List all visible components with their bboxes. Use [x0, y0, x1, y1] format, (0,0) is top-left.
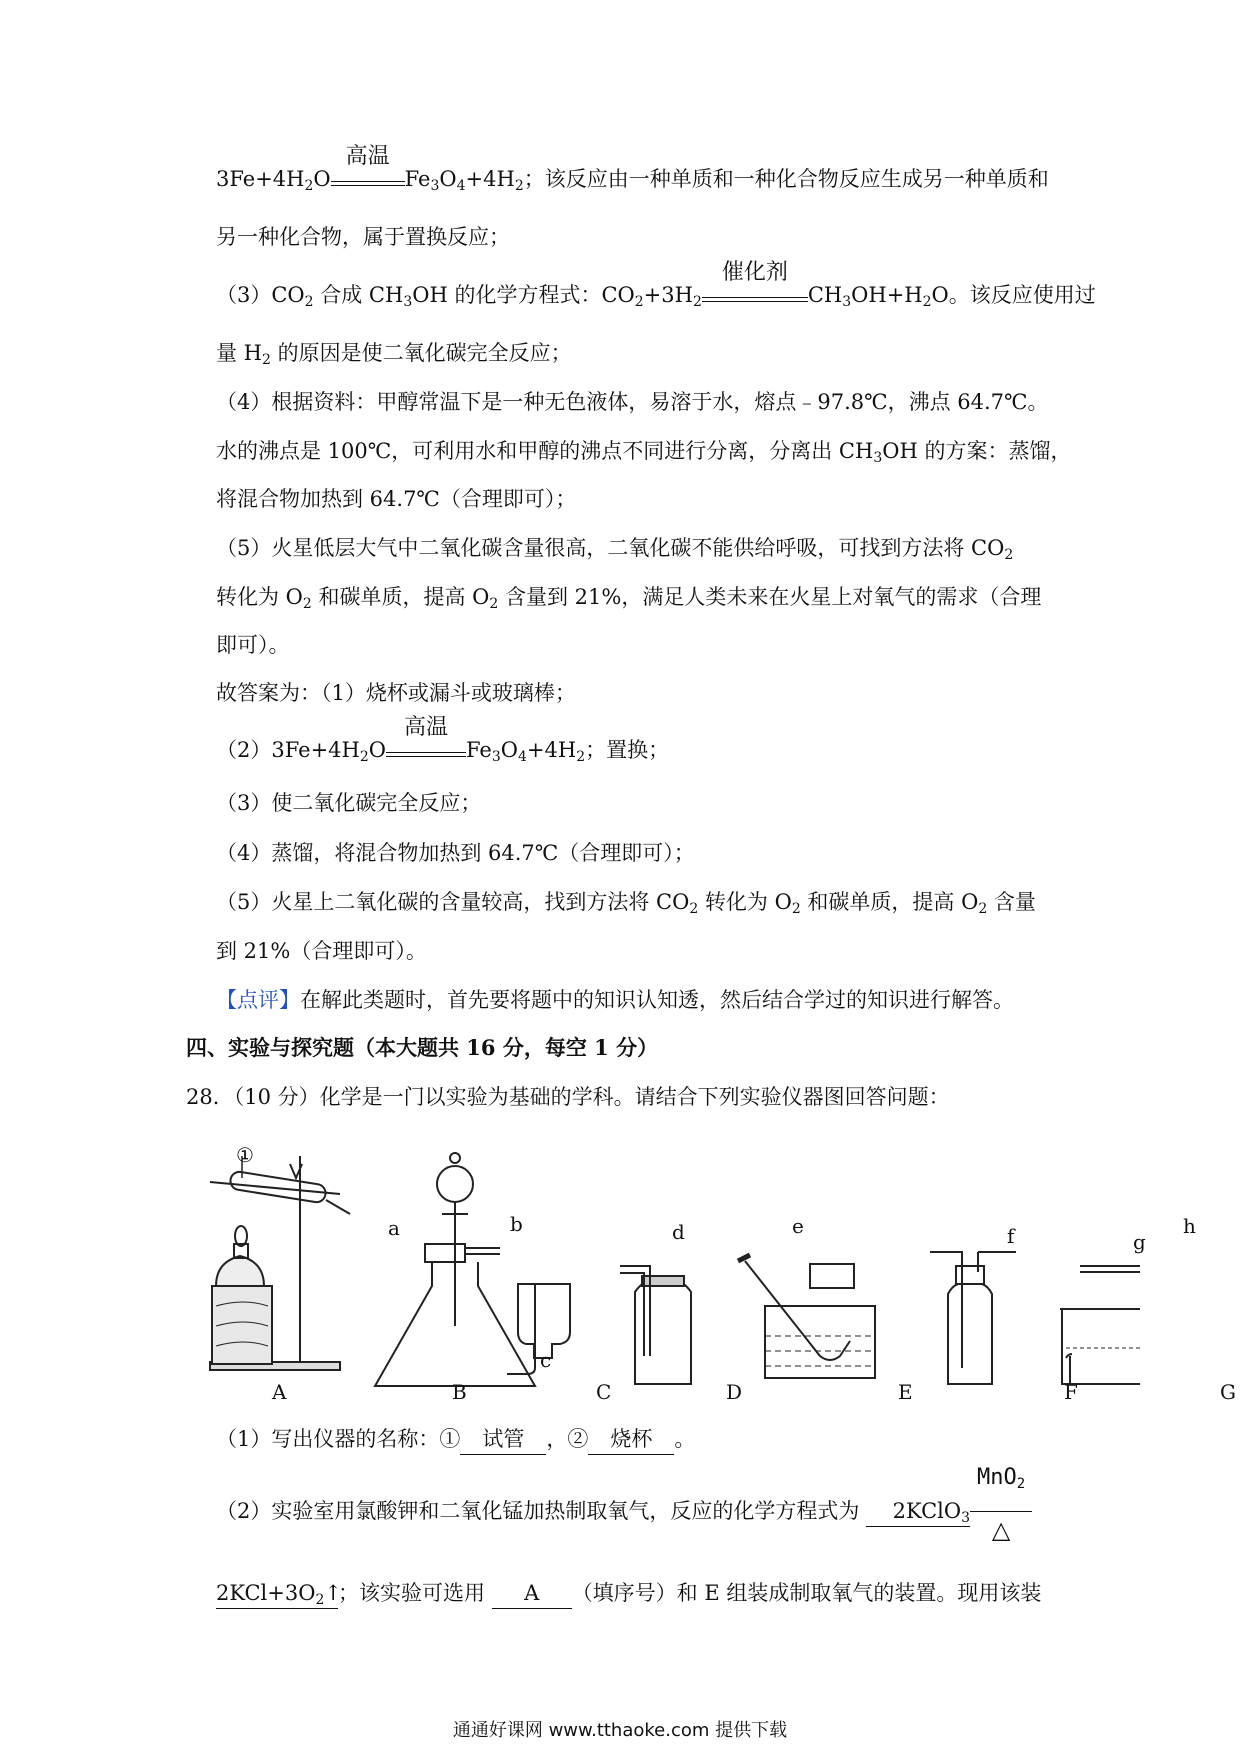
answer-blank-2: 烧杯 [588, 1424, 674, 1455]
question-28: 28．（10 分）化学是一门以实验为基础的学科。请结合下列实验仪器图回答问题： [186, 1085, 950, 1109]
apparatus-a [210, 1156, 350, 1370]
answer-line-4: （4）蒸馏，将混合物加热到 64.7℃（合理即可）； [216, 841, 695, 865]
subquestion-2-cont: $2KCl+3O_2↑$；该实验可选用 A （填序号）和 E 组装成制取氧气的装置。现用该装 [216, 1578, 1041, 1609]
equation-line-1: $3Fe+4H_2O$ 高温 $Fe_3O_4+4H_2$；该反应由一种单质和一种化合物反应生成另一种单质和 [216, 144, 1049, 194]
answer-blank-3: A [492, 1578, 572, 1609]
equation-answer-end: $2KCl+3O_2↑$ [216, 1578, 338, 1609]
label-b: b [510, 1212, 523, 1236]
apparatus-figure [200, 1136, 1240, 1416]
answer-line-3: （3）使二氧化碳完全反应； [216, 791, 482, 815]
text-line-6: 水的沸点是 100℃，可利用水和甲醇的沸点不同进行分离，分离出 $CH_3OH$ 的方案：蒸馏， [216, 439, 1072, 466]
reaction-condition: 高温 [403, 715, 448, 740]
label-a: a [388, 1216, 400, 1240]
text-line-9: 转化为 $O_2$ 和碳单质，提高 $O_2$ 含量到 21%，满足人类未来在火星上对氧气的需求（合理 [216, 585, 1042, 612]
text-line-5: （4）根据资料：甲醇常温下是一种无色液体，易溶于水，熔点﹣97.8℃，沸点 64.7℃。 [216, 390, 1049, 414]
caption-f: F [1064, 1380, 1078, 1404]
answer-line-2: $(2)3Fe+4H_2O$ 高温 $Fe_3O_4+4H_2$；置换； [216, 715, 670, 765]
answer-blank-1: 试管 [460, 1424, 546, 1455]
caption-d: D [726, 1380, 743, 1404]
label-f: f [1007, 1224, 1015, 1248]
text-line-2: 另一种化合物，属于置换反应； [216, 225, 510, 249]
reaction-condition: 催化剂 [721, 260, 788, 285]
apparatus-e [738, 1255, 875, 1378]
comment-line: 【点评】在解此类题时，首先要将题中的知识认知透，然后结合学过的知识进行解答。 [216, 988, 1014, 1012]
label-e: e [792, 1214, 804, 1238]
caption-e: E [898, 1380, 913, 1404]
caption-a: A [272, 1380, 287, 1404]
answer-line-5: （5）火星上二氧化碳的含量较高，找到方法将 $CO_2$ 转化为 $O_2$ 和碳单质，提高 $O_2$ 含量 [216, 890, 1036, 917]
text-line-8: （5）火星低层大气中二氧化碳含量很高，二氧化碳不能供给呼吸，可找到方法将 $CO_2$ [216, 536, 1014, 563]
subquestion-1: （1）写出仪器的名称：① 试管 ，② 烧杯 。 [216, 1424, 695, 1455]
reaction-condition: 高温 [345, 144, 390, 169]
comment-tag: 【点评】 [216, 988, 300, 1012]
equation-line-3: $(3)CO_2$ 合成 $CH_3OH$ 的化学方程式：$CO_2+3H_2$ 催化剂 $CH_3OH+H_2O$。该反应使用过 [216, 260, 1096, 310]
text-line-10: 即可）。 [216, 633, 290, 657]
apparatus-d [620, 1266, 691, 1384]
label-d: d [672, 1220, 685, 1244]
label-h: h [1183, 1214, 1196, 1238]
subquestion-2: （2）实验室用氯酸钾和二氧化锰加热制取氧气，反应的化学方程式为 2KClO$_3$ MnO$_2$ △ [216, 1496, 1032, 1527]
apparatus-g [1060, 1266, 1140, 1384]
caption-g: G [1220, 1380, 1236, 1404]
apparatus-b [375, 1153, 535, 1386]
page-footer: 通通好课网 www.tthaoke.com 提供下载 [452, 1720, 788, 1741]
answer-line-6: 到 21%（合理即可）。 [216, 939, 427, 963]
caption-b: B [452, 1380, 467, 1404]
section-heading: 四、实验与探究题（本大题共 16 分，每空 1 分） [186, 1035, 659, 1060]
apparatus-c [507, 1284, 570, 1374]
text-line-4: 量 $H_2$ 的原因是使二氧化碳完全反应； [216, 341, 572, 368]
label-c: c [540, 1348, 552, 1372]
answer-line-1: 故答案为：（1）烧杯或漏斗或玻璃棒； [216, 681, 576, 705]
caption-c: C [596, 1380, 612, 1404]
text-line-7: 将混合物加热到 64.7℃（合理即可）； [216, 487, 577, 511]
equation-answer-start: 2KClO$_3$ [866, 1496, 970, 1527]
apparatus-f [930, 1252, 1016, 1384]
label-circle-1: ① [236, 1143, 254, 1167]
label-g: g [1133, 1230, 1146, 1254]
